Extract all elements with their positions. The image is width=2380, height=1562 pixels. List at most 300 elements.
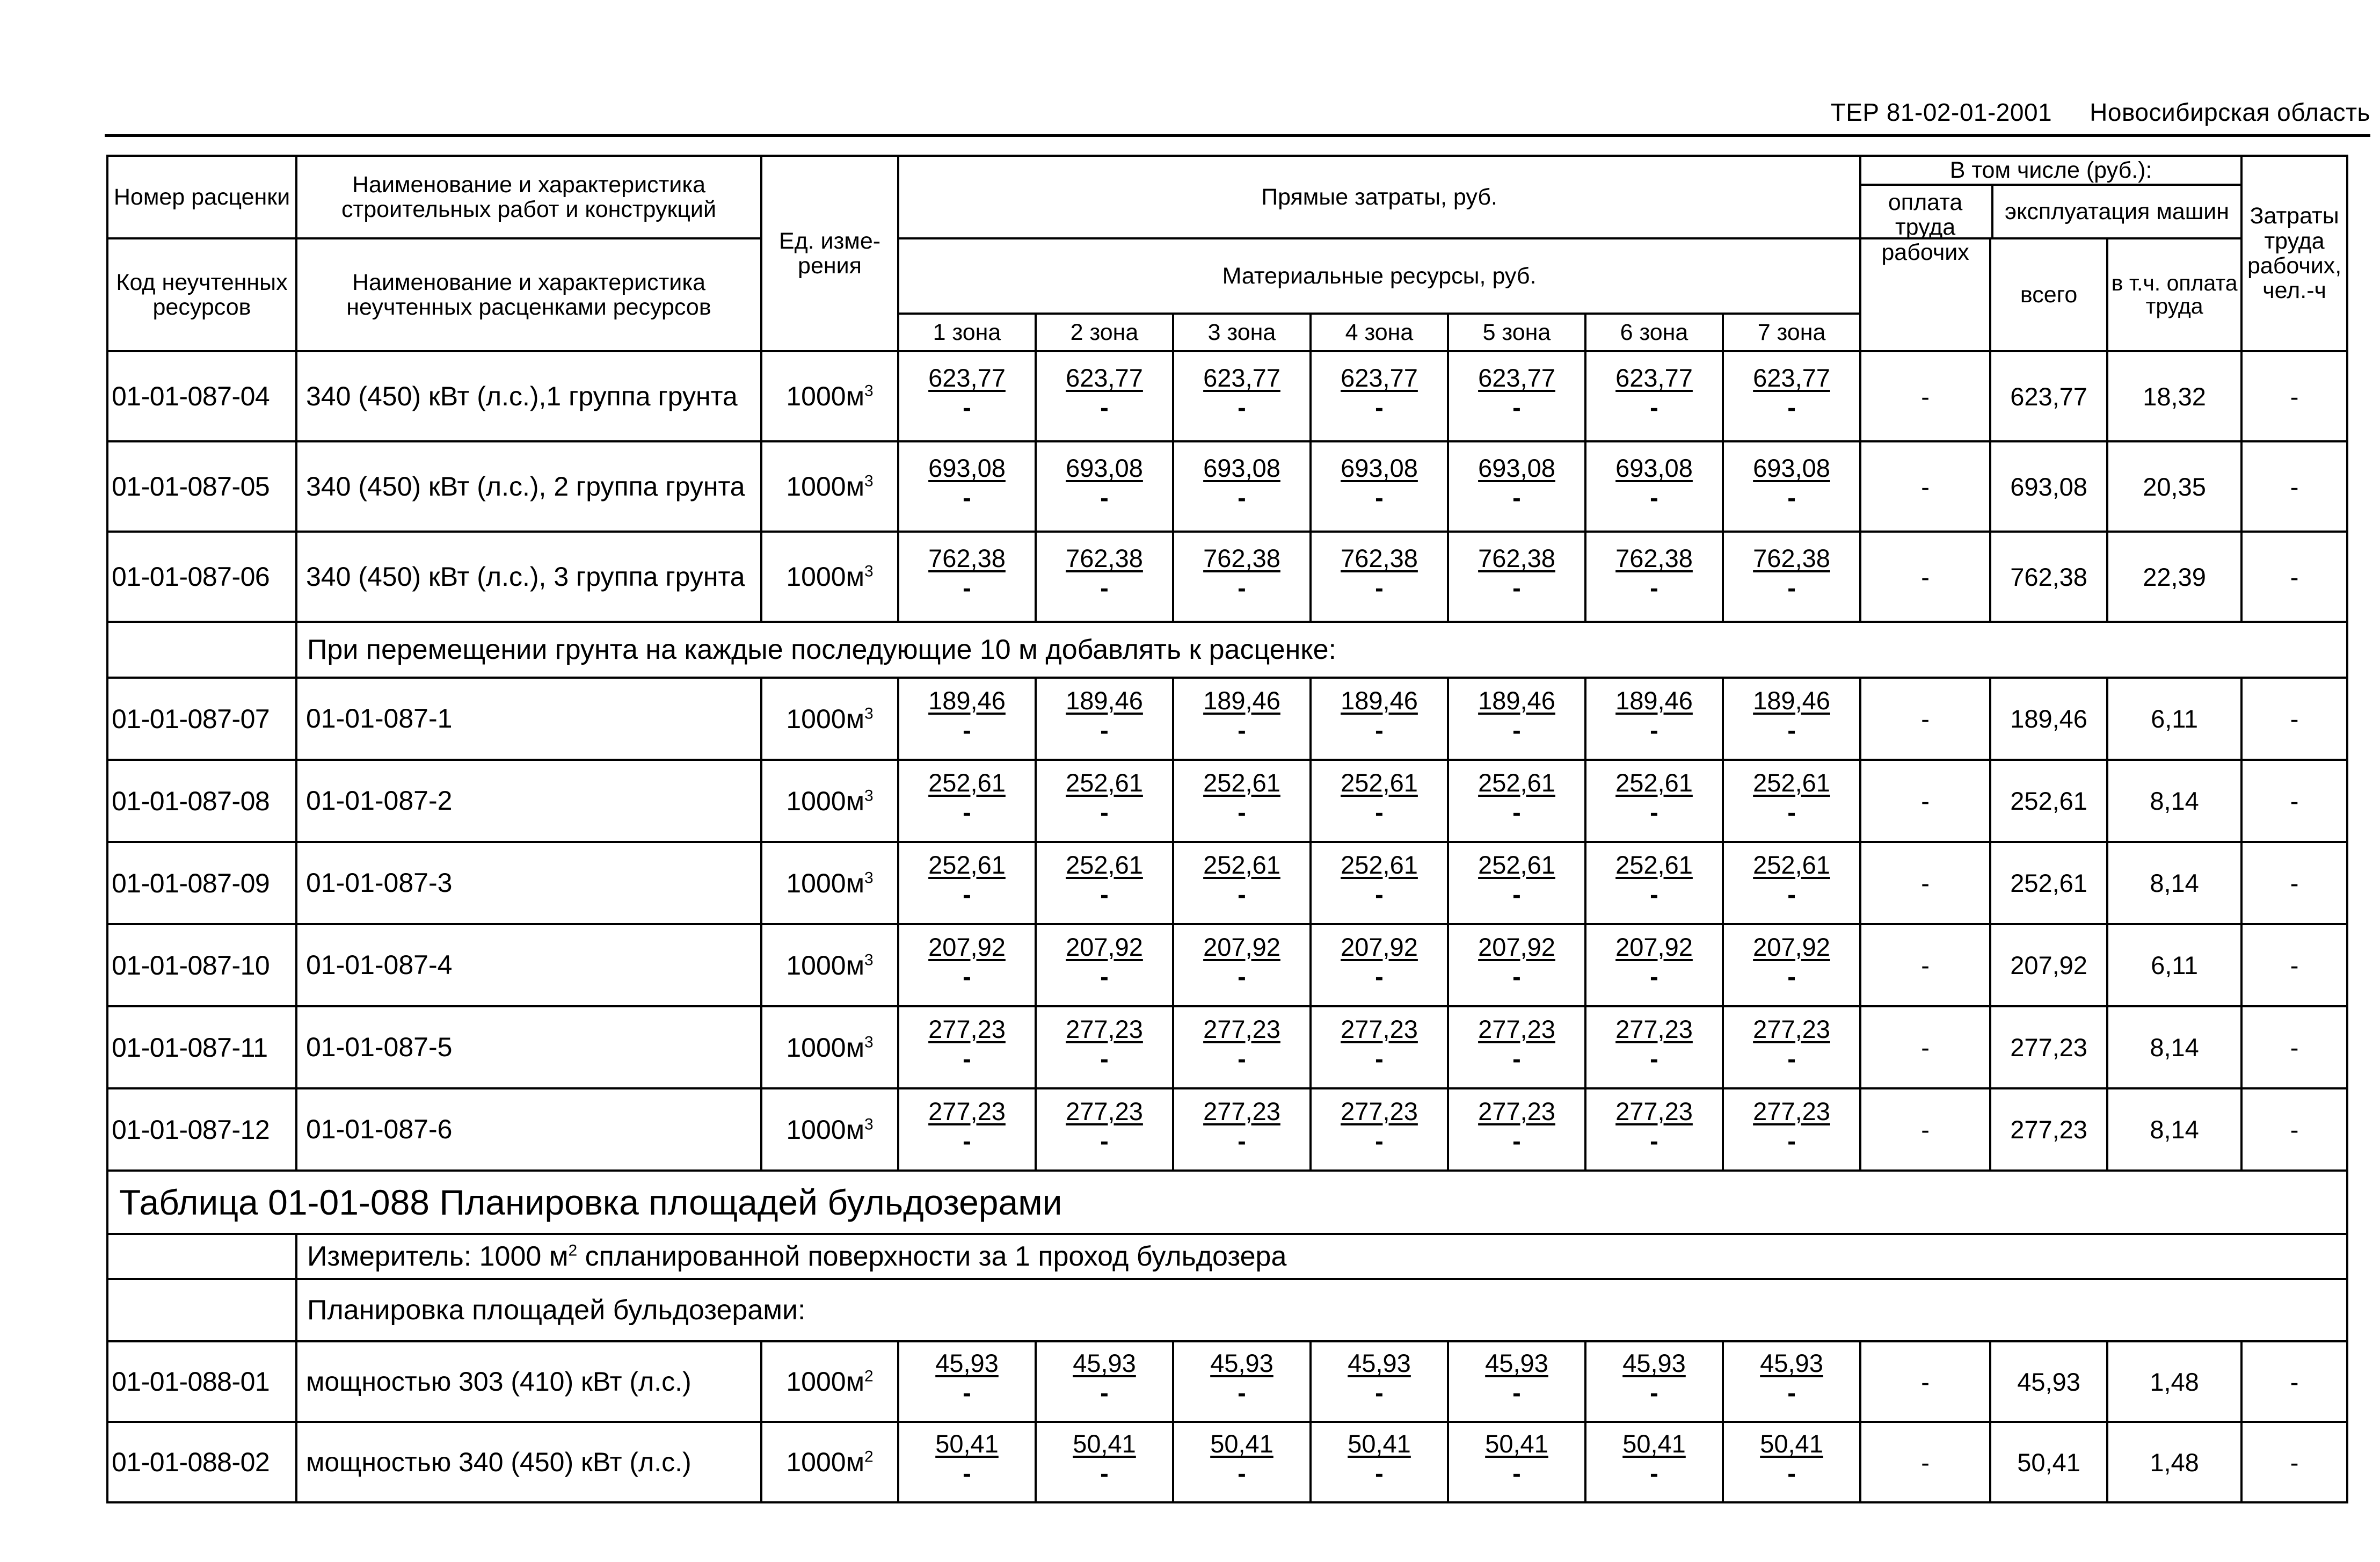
zone-price-cell	[1585, 760, 1723, 842]
row-machines-labor: 18,32	[2107, 351, 2241, 441]
zone-price-cell	[1723, 842, 1860, 924]
zone-material: -	[1375, 880, 1384, 909]
zone-price: 207,92	[1203, 932, 1280, 961]
zone-price: 207,92	[928, 932, 1006, 961]
row-unit	[761, 924, 898, 1006]
col-header-zone-1: 1 зона	[898, 314, 1036, 351]
unit-text: 1000м	[786, 868, 864, 898]
zone-price: 762,38	[1203, 544, 1280, 572]
table-row	[107, 1006, 2347, 1088]
zone-price-cell	[1448, 1341, 1585, 1422]
table-row	[107, 532, 2347, 622]
zone-price: 45,93	[1073, 1349, 1136, 1377]
unit-power: 3	[864, 472, 874, 490]
zone-price-cell	[898, 441, 1036, 532]
zone-price-cell	[1311, 351, 1448, 441]
row-name: 01-01-087-6	[296, 1088, 761, 1171]
row-labor-costs: -	[2241, 678, 2347, 760]
row-name: 01-01-087-4	[296, 924, 761, 1006]
col-header-machines-labor: в т.ч. оплата труда	[2107, 238, 2241, 351]
meter-power: 2	[568, 1241, 578, 1260]
zone-price: 762,38	[1066, 544, 1143, 572]
zone-price-cell	[1585, 1422, 1723, 1502]
col-header-unit: Ед. изме-рения	[761, 156, 898, 351]
zone-price-cell	[1311, 1088, 1448, 1171]
row-code: 01-01-088-02	[107, 1422, 296, 1502]
zone-price: 693,08	[1615, 454, 1693, 482]
zone-material: -	[1100, 573, 1109, 602]
zone-material: -	[1512, 1044, 1521, 1073]
zone-price: 762,38	[1341, 544, 1418, 572]
zone-price: 693,08	[1203, 454, 1280, 482]
zone-material: -	[1375, 393, 1384, 422]
section-plan-label: Планировка площадей бульдозерами:	[296, 1279, 2347, 1341]
zone-price-cell	[898, 760, 1036, 842]
zone-price-cell	[898, 924, 1036, 1006]
zone-price: 50,41	[1210, 1429, 1273, 1458]
zone-price: 50,41	[1073, 1429, 1136, 1458]
col-header-zone-5: 5 зона	[1448, 314, 1585, 351]
zone-material: -	[963, 797, 971, 826]
zone-material: -	[1787, 715, 1796, 744]
zone-price: 252,61	[928, 768, 1006, 797]
table-row	[107, 351, 2347, 441]
zone-material: -	[1100, 715, 1109, 744]
zone-material: -	[1238, 1044, 1246, 1073]
zone-price: 693,08	[1753, 454, 1830, 482]
zone-price: 50,41	[935, 1429, 999, 1458]
zone-price-cell	[898, 678, 1036, 760]
row-machines-total: 623,77	[1990, 351, 2107, 441]
zone-price: 277,23	[1615, 1014, 1693, 1043]
zone-price-cell	[1448, 842, 1585, 924]
row-labor-costs: -	[2241, 1006, 2347, 1088]
zone-material: -	[1100, 797, 1109, 826]
price-table	[106, 155, 2348, 1503]
table-title: Таблица 01-01-088 Планировка площадей бульдозерами	[107, 1171, 2347, 1234]
zone-price: 50,41	[1760, 1429, 1823, 1458]
unit-power: 3	[864, 704, 874, 722]
row-labor-pay: -	[1860, 351, 1990, 441]
row-labor-pay: -	[1860, 1341, 1990, 1422]
zone-price-cell	[1723, 351, 1860, 441]
zone-price-cell	[1036, 760, 1173, 842]
zone-price: 693,08	[1066, 454, 1143, 482]
zone-price-cell	[1173, 678, 1311, 760]
col-header-name-unaccounted: Наименование и характеристика неучтенных расценками ресурсов	[296, 238, 761, 351]
zone-price: 252,61	[1753, 850, 1830, 879]
row-name: мощностью 303 (410) кВт (л.с.)	[296, 1341, 761, 1422]
zone-price-cell	[1723, 678, 1860, 760]
row-unit	[761, 532, 898, 622]
zone-price: 277,23	[1066, 1014, 1143, 1043]
zone-price-cell	[1311, 1341, 1448, 1422]
col-header-direct-costs: Прямые затраты, руб.	[898, 156, 1860, 238]
zone-material: -	[1787, 1459, 1796, 1487]
unit-power: 3	[864, 868, 874, 887]
zone-material: -	[963, 393, 971, 422]
zone-price: 207,92	[1478, 932, 1555, 961]
zone-price-cell	[1311, 1422, 1448, 1502]
meter-after: спланированной поверхности за 1 проход бульдозера	[577, 1241, 1287, 1272]
meter-row	[107, 1234, 2347, 1279]
unit-text: 1000м	[786, 786, 864, 816]
zone-price: 189,46	[1203, 686, 1280, 715]
unit-text: 1000м	[786, 950, 864, 980]
row-labor-pay: -	[1860, 1088, 1990, 1171]
unit-text: 1000м	[786, 1114, 864, 1145]
zone-material: -	[1512, 483, 1521, 512]
zone-price: 277,23	[1203, 1014, 1280, 1043]
zone-material: -	[1650, 715, 1658, 744]
unit-text: 1000м	[786, 1032, 864, 1063]
document-code: ТЕР 81-02-01-2001	[1830, 98, 2053, 126]
zone-price-cell	[898, 842, 1036, 924]
row-machines-total: 252,61	[1990, 760, 2107, 842]
header-text	[1831, 98, 2370, 127]
zone-material: -	[1238, 962, 1246, 991]
zone-price: 252,61	[928, 850, 1006, 879]
col-header-zone-2: 2 зона	[1036, 314, 1173, 351]
zone-material: -	[1512, 573, 1521, 602]
zone-price: 252,61	[1203, 850, 1280, 879]
zone-price-cell	[1173, 1422, 1311, 1502]
zone-price: 693,08	[1341, 454, 1418, 482]
zone-price-cell	[1723, 441, 1860, 532]
zone-material: -	[1650, 573, 1658, 602]
unit-power: 2	[864, 1448, 874, 1466]
zone-price-cell	[898, 532, 1036, 622]
zone-material: -	[963, 962, 971, 991]
unit-power: 2	[864, 1367, 874, 1385]
zone-material: -	[1512, 715, 1521, 744]
col-header-zone-7: 7 зона	[1723, 314, 1860, 351]
zone-price-cell	[1448, 351, 1585, 441]
col-header-material-resources: Материальные ресурсы, руб.	[898, 238, 1860, 314]
section-row	[107, 1279, 2347, 1341]
zone-material: -	[1100, 962, 1109, 991]
zone-material: -	[1375, 1378, 1384, 1407]
row-labor-costs: -	[2241, 1088, 2347, 1171]
table-row	[107, 441, 2347, 532]
row-unit	[761, 351, 898, 441]
row-labor-pay: -	[1860, 678, 1990, 760]
row-labor-pay: -	[1860, 760, 1990, 842]
zone-material: -	[1100, 1044, 1109, 1073]
zone-price: 277,23	[1615, 1096, 1693, 1125]
zone-price: 207,92	[1615, 932, 1693, 961]
zone-material: -	[1787, 483, 1796, 512]
zone-material: -	[1650, 1378, 1658, 1407]
zone-price-cell	[1723, 1341, 1860, 1422]
row-name: 340 (450) кВт (л.с.), 2 группа грунта	[296, 441, 761, 532]
row-machines-total: 252,61	[1990, 842, 2107, 924]
zone-price-cell	[898, 1006, 1036, 1088]
row-code: 01-01-087-11	[107, 1006, 296, 1088]
row-unit	[761, 1422, 898, 1502]
zone-material: -	[1787, 1378, 1796, 1407]
zone-price-cell	[1173, 1006, 1311, 1088]
zone-price: 277,23	[1203, 1096, 1280, 1125]
header-row-2	[107, 238, 2347, 314]
zone-price: 189,46	[1615, 686, 1693, 715]
zone-price: 693,08	[928, 454, 1006, 482]
row-labor-pay: -	[1860, 1422, 1990, 1502]
zone-material: -	[1238, 797, 1246, 826]
row-labor-costs: -	[2241, 532, 2347, 622]
zone-material: -	[1100, 483, 1109, 512]
zone-price-cell	[1723, 1088, 1860, 1171]
row-labor-costs: -	[2241, 842, 2347, 924]
zone-price: 252,61	[1478, 768, 1555, 797]
section-empty	[107, 1279, 296, 1341]
zone-price: 45,93	[1622, 1349, 1686, 1377]
zone-material: -	[1787, 962, 1796, 991]
zone-price-cell	[1585, 678, 1723, 760]
zone-material: -	[1238, 483, 1246, 512]
zone-price: 252,61	[1478, 850, 1555, 879]
zone-price: 189,46	[1341, 686, 1418, 715]
zone-price-cell	[1585, 532, 1723, 622]
zone-price: 277,23	[1066, 1096, 1143, 1125]
zone-price: 45,93	[1210, 1349, 1273, 1377]
zone-material: -	[963, 880, 971, 909]
zone-price-cell	[1723, 924, 1860, 1006]
zone-material: -	[1100, 1378, 1109, 1407]
zone-price: 623,77	[1066, 364, 1143, 392]
col-header-labor-pay-text: оплата труда рабочих	[1881, 190, 1969, 265]
unit-power: 3	[864, 382, 874, 400]
section-move-label: При перемещении грунта на каждые последующие 10 м добавлять к расценке:	[296, 622, 2347, 678]
row-code: 01-01-087-12	[107, 1088, 296, 1171]
unit-power: 3	[864, 786, 874, 804]
zone-material: -	[1650, 962, 1658, 991]
zone-price-cell	[1448, 1088, 1585, 1171]
row-machines-total: 189,46	[1990, 678, 2107, 760]
row-machines-total: 50,41	[1990, 1422, 2107, 1502]
zone-price-cell	[1311, 441, 1448, 532]
zone-price-cell	[1585, 842, 1723, 924]
zone-material: -	[1512, 880, 1521, 909]
zone-material: -	[1650, 1044, 1658, 1073]
zone-price: 252,61	[1615, 768, 1693, 797]
zone-price-cell	[1311, 532, 1448, 622]
zone-price-cell	[898, 351, 1036, 441]
zone-price: 623,77	[1478, 364, 1555, 392]
zone-material: -	[1512, 393, 1521, 422]
zone-price: 762,38	[928, 544, 1006, 572]
zone-price: 50,41	[1485, 1429, 1548, 1458]
unit-power: 3	[864, 950, 874, 969]
row-labor-pay: -	[1860, 532, 1990, 622]
zone-material: -	[1512, 962, 1521, 991]
zone-price-cell	[1036, 842, 1173, 924]
zone-price: 252,61	[1066, 768, 1143, 797]
table-row	[107, 1341, 2347, 1422]
table-row	[107, 760, 2347, 842]
zone-price: 623,77	[1615, 364, 1693, 392]
zone-price-cell	[1036, 1088, 1173, 1171]
zone-price-cell	[1036, 924, 1173, 1006]
zone-price: 252,61	[1753, 768, 1830, 797]
col-header-zone-3: 3 зона	[1173, 314, 1311, 351]
zone-material: -	[1238, 393, 1246, 422]
zone-material: -	[1375, 797, 1384, 826]
row-name: 01-01-087-1	[296, 678, 761, 760]
zone-price-cell	[1311, 842, 1448, 924]
zone-price-cell	[1036, 1341, 1173, 1422]
zone-price-cell	[1036, 1422, 1173, 1502]
zone-price: 207,92	[1341, 932, 1418, 961]
zone-material: -	[1787, 797, 1796, 826]
zone-price-cell	[1723, 532, 1860, 622]
row-code: 01-01-087-08	[107, 760, 296, 842]
row-labor-pay: -	[1860, 441, 1990, 532]
row-code: 01-01-087-04	[107, 351, 296, 441]
row-code: 01-01-087-10	[107, 924, 296, 1006]
col-header-number: Номер расценки	[107, 156, 296, 238]
row-machines-total: 207,92	[1990, 924, 2107, 1006]
zone-price-cell	[1448, 1006, 1585, 1088]
zone-material: -	[1100, 1459, 1109, 1487]
zone-price-cell	[1585, 1088, 1723, 1171]
row-machines-labor: 6,11	[2107, 924, 2241, 1006]
zone-material: -	[963, 573, 971, 602]
zone-price-cell	[1448, 1422, 1585, 1502]
unit-text: 1000м	[786, 471, 864, 502]
zone-price: 50,41	[1348, 1429, 1411, 1458]
zone-price: 623,77	[928, 364, 1006, 392]
row-machines-labor: 8,14	[2107, 760, 2241, 842]
zone-material: -	[1375, 483, 1384, 512]
zone-price: 45,93	[1760, 1349, 1823, 1377]
zone-price-cell	[1311, 678, 1448, 760]
zone-price-cell	[1173, 351, 1311, 441]
table-row	[107, 1088, 2347, 1171]
zone-material: -	[1787, 1044, 1796, 1073]
zone-price-cell	[1585, 351, 1723, 441]
zone-material: -	[1787, 1126, 1796, 1155]
table-title-row	[107, 1171, 2347, 1234]
zone-price: 623,77	[1753, 364, 1830, 392]
zone-material: -	[1512, 1378, 1521, 1407]
col-header-zone-4: 4 зона	[1311, 314, 1448, 351]
unit-text: 1000м	[786, 703, 864, 734]
zone-material: -	[1100, 1126, 1109, 1155]
zone-price: 207,92	[1753, 932, 1830, 961]
zone-price-cell	[1173, 1341, 1311, 1422]
row-unit	[761, 1006, 898, 1088]
zone-price-cell	[1036, 678, 1173, 760]
row-code: 01-01-088-01	[107, 1341, 296, 1422]
zone-material: -	[1375, 1126, 1384, 1155]
zone-price-cell	[1036, 441, 1173, 532]
zone-material: -	[1650, 797, 1658, 826]
row-machines-labor: 6,11	[2107, 678, 2241, 760]
zone-price: 623,77	[1203, 364, 1280, 392]
zone-price: 277,23	[1341, 1096, 1418, 1125]
zone-material: -	[1238, 880, 1246, 909]
row-code: 01-01-087-05	[107, 441, 296, 532]
row-machines-labor: 22,39	[2107, 532, 2241, 622]
zone-price: 252,61	[1615, 850, 1693, 879]
col-header-labor-pay	[1860, 190, 1990, 351]
zone-price: 50,41	[1622, 1429, 1686, 1458]
zone-price: 189,46	[928, 686, 1006, 715]
zone-material: -	[1238, 1126, 1246, 1155]
zone-price-cell	[1585, 441, 1723, 532]
row-code: 01-01-087-07	[107, 678, 296, 760]
running-header	[105, 96, 2370, 137]
zone-material: -	[1100, 880, 1109, 909]
unit-text: 1000м	[786, 562, 864, 592]
row-machines-total: 277,23	[1990, 1006, 2107, 1088]
zone-material: -	[963, 1378, 971, 1407]
zone-material: -	[1650, 880, 1658, 909]
col-header-machines-total: всего	[1990, 238, 2107, 351]
meter-empty	[107, 1234, 296, 1279]
zone-price-cell	[898, 1088, 1036, 1171]
meter-before: Измеритель: 1000 м	[307, 1241, 569, 1272]
zone-price-cell	[1173, 760, 1311, 842]
zone-material: -	[1650, 393, 1658, 422]
row-labor-costs: -	[2241, 1422, 2347, 1502]
zone-price: 277,23	[1341, 1014, 1418, 1043]
col-header-code-unaccounted: Код неучтенных ресурсов	[107, 238, 296, 351]
zone-material: -	[1650, 1459, 1658, 1487]
row-machines-labor: 8,14	[2107, 1006, 2241, 1088]
zone-price: 762,38	[1753, 544, 1830, 572]
zone-price-cell	[1173, 924, 1311, 1006]
zone-price: 693,08	[1478, 454, 1555, 482]
meter-label	[296, 1234, 2347, 1279]
row-unit	[761, 1341, 898, 1422]
zone-price-cell	[1311, 924, 1448, 1006]
row-machines-labor: 20,35	[2107, 441, 2241, 532]
zone-price: 45,93	[1348, 1349, 1411, 1377]
row-labor-pay: -	[1860, 1006, 1990, 1088]
row-labor-pay: -	[1860, 842, 1990, 924]
zone-price-cell	[1585, 1341, 1723, 1422]
unit-text: 1000м	[786, 381, 864, 411]
zone-price: 252,61	[1066, 850, 1143, 879]
zone-price-cell	[1448, 532, 1585, 622]
region-name: Новосибирская область	[2090, 98, 2370, 126]
zone-price: 45,93	[1485, 1349, 1548, 1377]
zone-material: -	[1512, 797, 1521, 826]
zone-material: -	[1512, 1126, 1521, 1155]
zone-price-cell	[1173, 842, 1311, 924]
zone-material: -	[963, 1126, 971, 1155]
zone-price: 277,23	[1478, 1014, 1555, 1043]
zone-price-cell	[1173, 532, 1311, 622]
zone-price-cell	[1448, 924, 1585, 1006]
row-unit	[761, 760, 898, 842]
zone-material: -	[1375, 1459, 1384, 1487]
zone-price: 252,61	[1203, 768, 1280, 797]
section-row	[107, 622, 2347, 678]
zone-material: -	[1238, 1459, 1246, 1487]
zone-material: -	[963, 483, 971, 512]
table-row	[107, 924, 2347, 1006]
zone-material: -	[1375, 1044, 1384, 1073]
zone-price-cell	[898, 1422, 1036, 1502]
row-name: 01-01-087-3	[296, 842, 761, 924]
row-unit	[761, 678, 898, 760]
zone-price: 277,23	[928, 1014, 1006, 1043]
zone-material: -	[963, 1459, 971, 1487]
row-machines-labor: 1,48	[2107, 1341, 2241, 1422]
